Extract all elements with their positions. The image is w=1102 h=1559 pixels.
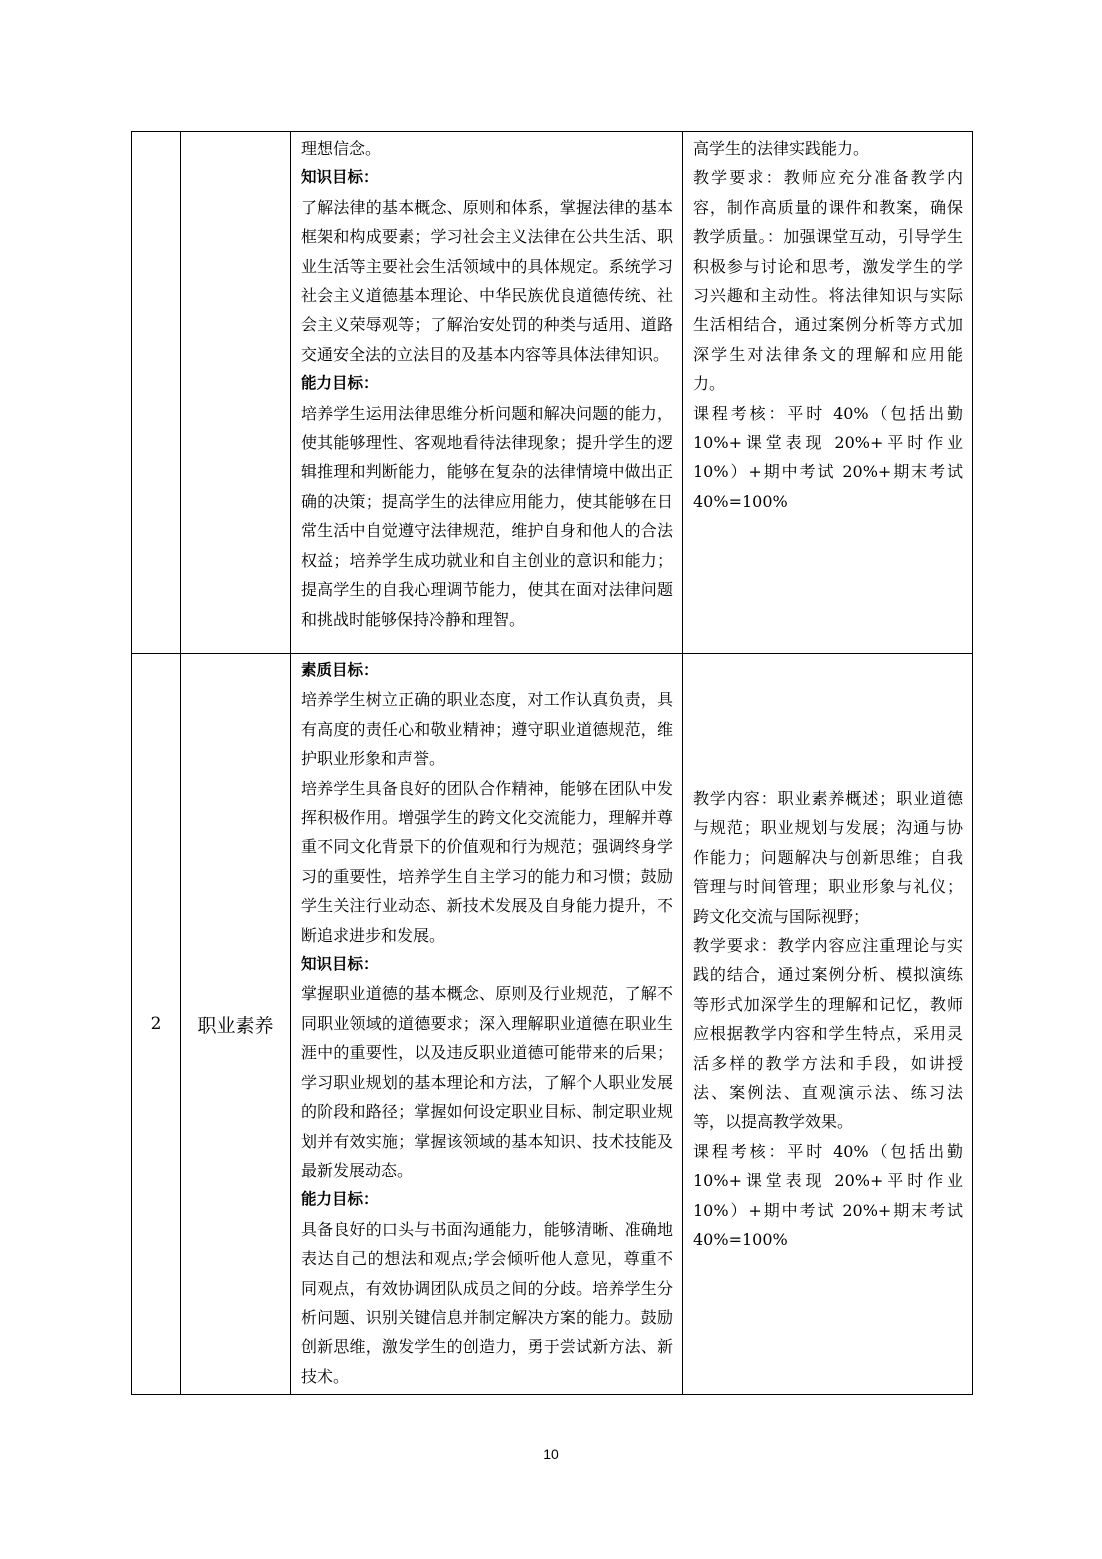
- teaching-requirements-cell: [683, 132, 973, 654]
- goal-text: 掌握职业道德的基本概念、原则及行业规范，了解不同职业领域的道德要求；深入理解职业道德在职业生涯中的重要性，以及违反职业道德可能带来的后果；学习职业规划的基本理论和方法，了解个人职业发展的阶段和路径；掌握如何设定职业目标、制定职业规划并有效实施；掌握该领域的基本知识、技术技能及最新发展动态。: [301, 984, 673, 1180]
- assessment-text: 课程考核：平时 40%（包括出勤 10%+课堂表现 20%+平时作业 10%）+期中考试 20%+期末考试 40%=100%: [693, 1141, 963, 1250]
- course-goals: [291, 654, 682, 1394]
- goal-text: 培养学生运用法律思维分析问题和解决问题的能力，使其能够理性、客观地看待法律现象；提升学生的逻辑推理和判断能力，能够在复杂的法律情境中做出正确的决策；提高学生的法律应用能力，使其能够在日常生活中自觉遵守法律规范，维护自身和他人的合法权益；培养学生成功就业和自主创业的意识和能力；提高学生的自我心理调节能力，使其在面对法律问题和挑战时能够保持冷静和理智。: [301, 403, 673, 629]
- course-name: [181, 132, 291, 654]
- requirement-text: 教学要求：教学内容应注重理论与实践的结合，通过案例分析、模拟演练等形式加深学生的理解和记忆，教师应根据教学内容和学生特点，采用灵活多样的教学方法和手段，如讲授法、案例法、直观演示法、练习法等，以提高教学效果。: [693, 936, 963, 1132]
- requirement-text: 高学生的法律实践能力。: [693, 139, 870, 158]
- table-row: [132, 654, 973, 1395]
- goal-text: 培养学生树立正确的职业态度，对工作认真负责，具有高度的责任心和敬业精神；遵守职业道德规范，维护职业形象和声誉。: [301, 690, 673, 769]
- course-name: 职业素养: [181, 654, 291, 1395]
- goal-heading: 能力目标：: [301, 1190, 379, 1209]
- table-row: [132, 132, 973, 654]
- teaching-requirements: [683, 132, 972, 519]
- course-goals: [291, 132, 682, 637]
- goal-text: 具备良好的口头与书面沟通能力，能够清晰、准确地表达自己的想法和观点;学会倾听他人意见，尊重不同观点，有效协调团队成员之间的分歧。培养学生分析问题、识别关键信息并制定解决方案的能力。鼓励创新思维，激发学生的创造力，勇于尝试新方法、新技术。: [301, 1219, 673, 1386]
- teaching-requirements-cell: [683, 654, 973, 1395]
- goal-text: 理想信念。: [301, 139, 382, 158]
- row-number: 2: [132, 654, 181, 1395]
- goal-heading: 素质目标：: [301, 661, 379, 679]
- page-number: 10: [543, 1446, 559, 1462]
- course-table: [131, 131, 973, 1395]
- row-number: [132, 132, 181, 654]
- goal-heading: 知识目标：: [301, 955, 379, 974]
- requirement-text: 教学要求：教师应充分准备教学内容，制作高质量的课件和教案，确保教学质量。：加强课堂互动，引导学生积极参与讨论和思考，激发学生的学习兴趣和主动性。将法律知识与实际生活相结合，通过案例分析等方式加深学生对法律条文的理解和应用能力。: [693, 168, 963, 394]
- course-goals-cell: [291, 654, 683, 1395]
- course-goals-cell: [291, 132, 683, 654]
- goal-text: 了解法律的基本概念、原则和体系，掌握法律的基本框架和构成要素；学习社会主义法律在公共生活、职业生活等主要社会生活领域中的具体规定。系统学习社会主义道德基本理论、中华民族优良道德传统、社会主义荣辱观等；了解治安处罚的种类与适用、道路交通安全法的立法目的及基本内容等具体法律知识。: [301, 197, 673, 364]
- goal-heading: 知识目标：: [301, 168, 379, 187]
- content-text: 教学内容：职业素养概述；职业道德与规范；职业规划与发展；沟通与协作能力；问题解决与创新思维；自我管理与时间管理；职业形象与礼仪；跨文化交流与国际视野；: [693, 789, 963, 926]
- goal-heading: 能力目标：: [301, 374, 379, 393]
- teaching-requirements: [683, 654, 972, 1258]
- goal-text: 培养学生具备良好的团队合作精神，能够在团队中发挥积极作用。增强学生的跨文化交流能力，理解并尊重不同文化背景下的价值观和行为规范；强调终身学习的重要性，培养学生自主学习的能力和习惯；鼓励学生关注行业动态、新技术发展及自身能力提升，不断追求进步和发展。: [301, 778, 673, 945]
- assessment-text: 课程考核：平时 40%（包括出勤 10%+课堂表现 20%+平时作业 10%）+期中考试 20%+期末考试 40%=100%: [693, 403, 963, 511]
